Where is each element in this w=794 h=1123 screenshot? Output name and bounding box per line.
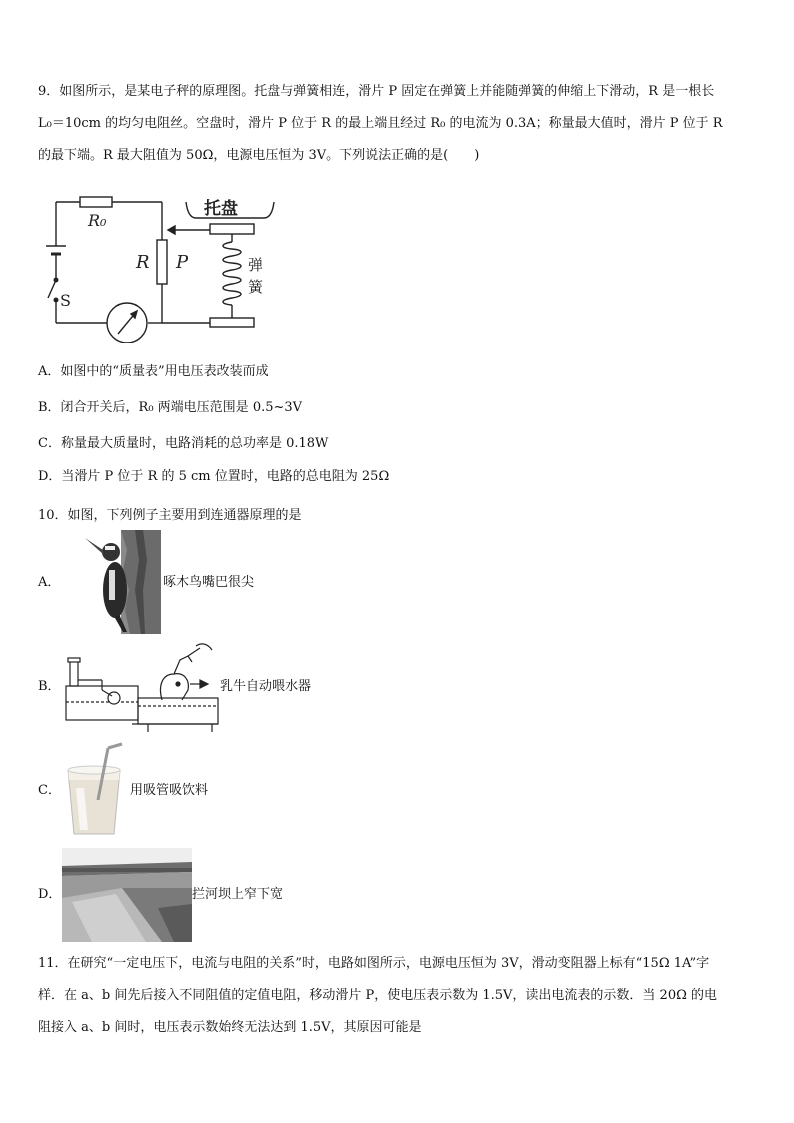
q9-line-3: 的最下端。R 最大阻值为 50Ω，电源电压恒为 3V。下列说法正确的是( ) — [38, 148, 480, 163]
q10-option-c-text: 用吸管吸饮料 — [130, 783, 209, 798]
tray-label: 托盘 — [204, 199, 238, 219]
woodpecker-image — [75, 530, 161, 634]
q11-line-3: 阻接入 a、b 间时，电压表示数始终无法达到 1.5V，其原因可能是 — [38, 1020, 422, 1035]
q10-option-c-letter: C． — [38, 783, 61, 798]
switch-label: S — [60, 291, 71, 310]
q9-line-2: L₀＝10cm 的均匀电阻丝。空盘时，滑片 P 位于 R 的最上端且经过 R₀ 的电流为 0.3A；称量最大值时，滑片 P 位于 R — [38, 116, 723, 131]
drinking-straw-image — [62, 740, 128, 838]
q9-option-d: D．当滑片 P 位于 R 的 5 cm 位置时，电路的总电阻为 25Ω — [38, 469, 390, 484]
q10-option-a-letter: A． — [38, 575, 61, 590]
q10-option-b-text: 乳牛自动喂水器 — [220, 679, 312, 694]
q9-line-1: 9．如图所示，是某电子秤的原理图。托盘与弹簧相连，滑片 P 固定在弹簧上并能随弹簧的伸缩上下滑动，R 是一根长 — [38, 84, 715, 99]
q9-circuit-figure — [38, 188, 288, 343]
q11-line-1: 11．在研究“一定电压下，电流与电阻的关系”时，电路如图所示，电源电压恒为 3V，滑动变阻器上标有“15Ω 1A”字 — [38, 956, 710, 971]
spring-label-2: 簧 — [248, 278, 264, 296]
q10-stem: 10．如图，下列例子主要用到连通器原理的是 — [38, 508, 302, 523]
dam-image — [62, 848, 192, 942]
p-label: P — [176, 252, 189, 273]
q10-option-a-text: 啄木鸟嘴巴很尖 — [163, 575, 255, 590]
cow-water-feeder-image — [62, 640, 222, 732]
q11-line-2: 样．在 a、b 间先后接入不同阻值的定值电阻，移动滑片 P，使电压表示数为 1.5V，读出电流表的示数．当 20Ω 的电 — [38, 988, 717, 1003]
q9-option-c: C．称量最大质量时，电路消耗的总功率是 0.18W — [38, 436, 329, 451]
r-label: R — [136, 252, 150, 273]
q9-option-a: A．如图中的“质量表”用电压表改装而成 — [38, 364, 269, 379]
spring-label-1: 弹 — [248, 256, 264, 274]
q9-option-b: B．闭合开关后，R₀ 两端电压范围是 0.5~3V — [38, 400, 303, 415]
q10-option-d-text: 拦河坝上窄下宽 — [192, 887, 284, 902]
q10-option-d-letter: D． — [38, 887, 62, 902]
r0-label: R₀ — [88, 211, 107, 230]
q10-option-b-letter: B． — [38, 679, 61, 694]
